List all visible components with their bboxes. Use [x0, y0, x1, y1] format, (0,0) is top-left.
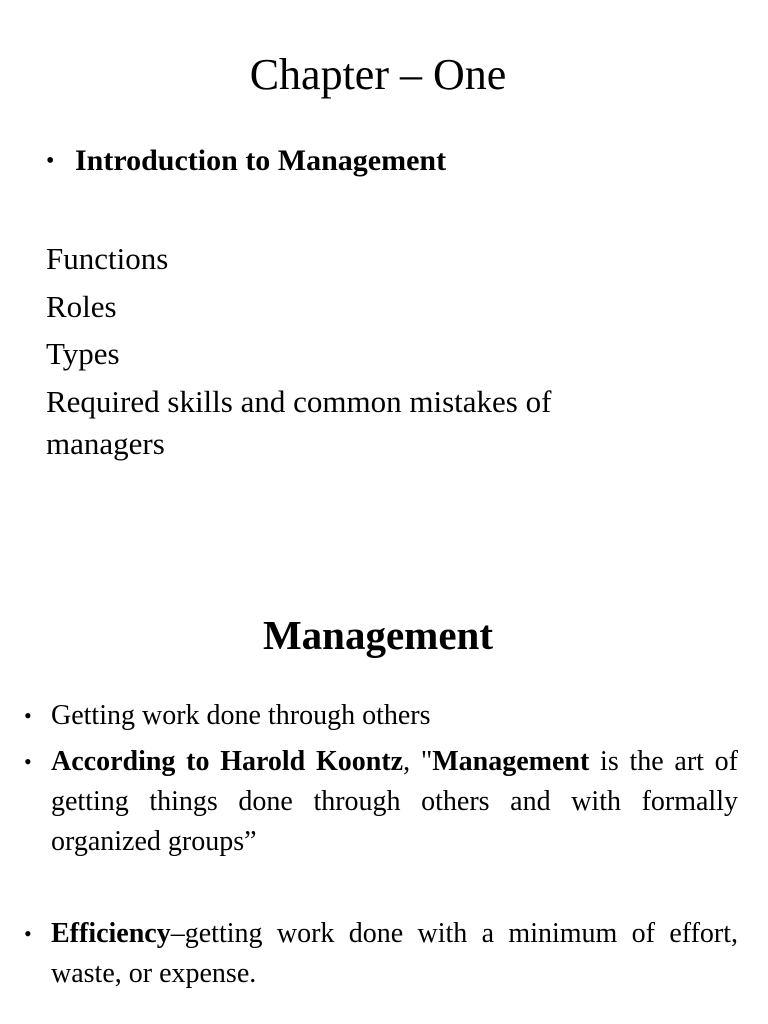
koontz-separator: , "	[403, 746, 433, 777]
topic-item-skills: Required skills and common mistakes of managers	[46, 383, 552, 461]
topic-list	[46, 238, 646, 470]
management-points	[24, 696, 738, 994]
bullet-marker: •	[46, 148, 55, 174]
koontz-definition-text: is the art of getting things done through others and with formally organized groups”	[51, 746, 738, 857]
management-term: Management	[432, 746, 590, 777]
efficiency-definition: –getting work done with a minimum of effort, waste, or expense.	[51, 918, 738, 989]
topic-item-types: Types	[46, 336, 120, 371]
management-title: Management	[262, 612, 493, 658]
slide-management	[0, 512, 768, 1024]
topic-item-roles: Roles	[46, 288, 117, 324]
intro-bullet-item	[46, 143, 446, 179]
efficiency-term: Efficiency	[51, 918, 171, 949]
point-koontz-definition	[24, 742, 738, 862]
topic-item-functions: Functions	[46, 241, 169, 276]
chapter-title: Chapter – One	[249, 50, 507, 99]
intro-text: Introduction to Management	[75, 144, 447, 177]
point-getting-work-done	[24, 696, 738, 736]
point-efficiency	[24, 914, 738, 994]
koontz-source: According to Harold Koontz	[51, 746, 404, 777]
point-text: Getting work done through others	[51, 700, 431, 731]
